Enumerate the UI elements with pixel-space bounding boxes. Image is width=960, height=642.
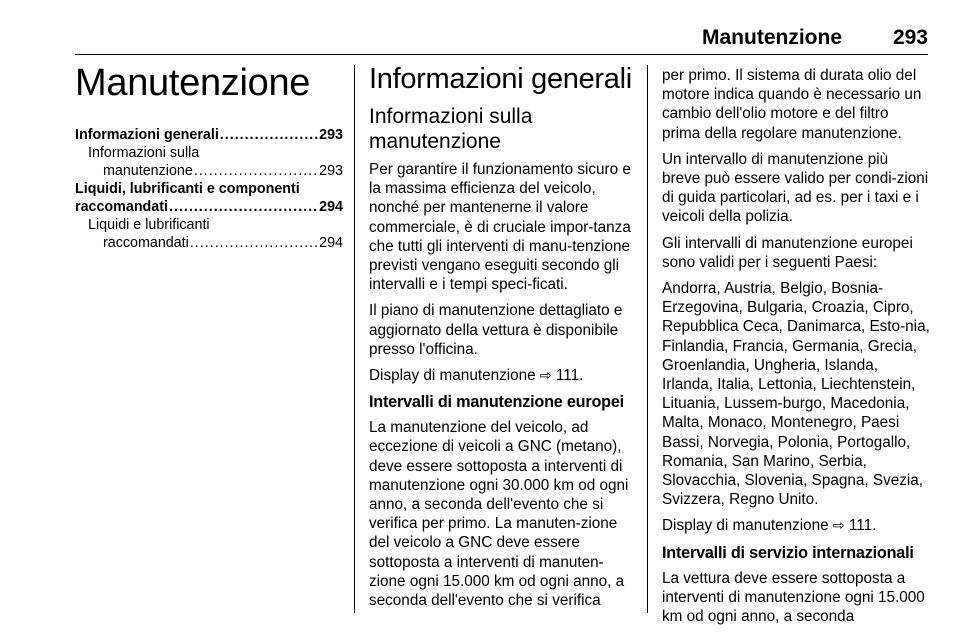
toc-entry-page: 293 — [319, 127, 343, 143]
toc-entry-liquidi-lubrificanti-raccomandati[interactable] — [75, 216, 343, 252]
paragraph: La manutenzione del veicolo, ad eccezione di veicoli a GNC (metano), deve essere sottoposta a interventi di manutenzione ogni 30.000 km od ogni anno, a seconda dell'evento che si verifica per primo. La manuten-zione del veicolo a GNC deve essere sottoposta a interventi di manuten-zione ogni 15.000 km od ogni anno, a seconda dell'evento che si verifica — [369, 419, 629, 610]
section-heading: Informazioni generali — [369, 63, 632, 95]
toc-entry-page: 294 — [319, 235, 343, 251]
toc-entry-page: 294 — [319, 199, 343, 215]
column-divider-2 — [647, 65, 648, 613]
toc-entry-label: Informazioni generali — [75, 127, 219, 143]
toc-column — [75, 62, 343, 252]
toc-entry-label: Liquidi, lubrificanti e componenti — [75, 181, 300, 197]
toc-entry-label: raccomandati — [75, 199, 168, 215]
toc-entry-label: Liquidi e lubrificanti — [88, 217, 210, 233]
cross-reference[interactable]: Display di manutenzione ⇨ 111. — [662, 517, 877, 535]
paragraph: Per garantire il funzionamento sicuro e la massima efficienza del veicolo, nonché per mantenerne il valore commerciale, è di cruciale impor-tanza che tutti gli interventi di manu-tenzione previsti vengano eseguiti secondo gli intervalli e i tempi speci-ficati. — [369, 161, 631, 294]
toc-entry-label: manutenzione — [103, 163, 193, 179]
content-column-3 — [662, 66, 930, 633]
paragraph: Un intervallo di manutenzione più breve può essere valido per condi-zioni di guida particolari, ad es. per i taxi e i veicoli della polizia. — [662, 150, 929, 226]
toc-entry-page: 293 — [319, 163, 343, 179]
subheading: Intervalli di manutenzione europei — [369, 393, 624, 412]
content-column-2 — [369, 62, 633, 617]
chapter-title: Manutenzione — [75, 62, 311, 104]
page-reference-icon: ⇨ — [539, 367, 552, 384]
cross-reference[interactable]: Display di manutenzione ⇨ 111. — [369, 367, 584, 385]
toc-entry-liquidi-lubrificanti-componenti[interactable] — [75, 180, 343, 216]
subsection-heading: Informazioni sulla manutenzione — [369, 105, 533, 153]
paragraph: per primo. Il sistema di durata olio del motore indica quando è necessario un cambio dell'olio motore e del filtro prima della regolare manutenzione. — [662, 67, 922, 142]
header-rule — [75, 54, 928, 55]
page-number: 293 — [892, 26, 928, 49]
country-list: Andorra, Austria, Belgio, Bosnia-Erzegovina, Bulgaria, Croazia, Cipro, Repubblica Ceca, Danimarca, Esto-nia, Finlandia, Francia, Germania, Grecia, Groenlandia, Ungheria, Islanda, Irlanda, Italia, Lettonia, Liechtenstein, Lituania, Lussem-burgo, Macedonia, Malta, Monaco, Montenegro, Paesi Bassi, Norvegia, Polonia, Portogallo, Romania, San Marino, Serbia, Slovacchia, Slovenia, Spagna, Svezia, Svizzera, Regno Unito. — [662, 280, 930, 509]
toc-entry-informazioni-manutenzione[interactable] — [75, 144, 343, 180]
toc-entry-informazioni-generali[interactable] — [75, 126, 343, 144]
toc-entry-label: Informazioni sulla — [88, 145, 200, 161]
paragraph: Il piano di manutenzione dettagliato e aggiornato della vettura è disponibile presso l'officina. — [369, 302, 623, 358]
running-header-title: Manutenzione — [702, 26, 842, 49]
subheading: Intervalli di servizio internazionali — [662, 543, 914, 562]
column-divider-1 — [354, 65, 355, 613]
page-reference-icon: ⇨ — [832, 517, 845, 534]
toc-entry-label: raccomandati — [103, 235, 189, 251]
paragraph: Gli intervalli di manutenzione europei sono validi per i seguenti Paesi: — [662, 234, 913, 271]
paragraph: La vettura deve essere sottoposta a interventi di manutenzione ogni 15.000 km od ogni anno, a seconda — [662, 569, 925, 626]
